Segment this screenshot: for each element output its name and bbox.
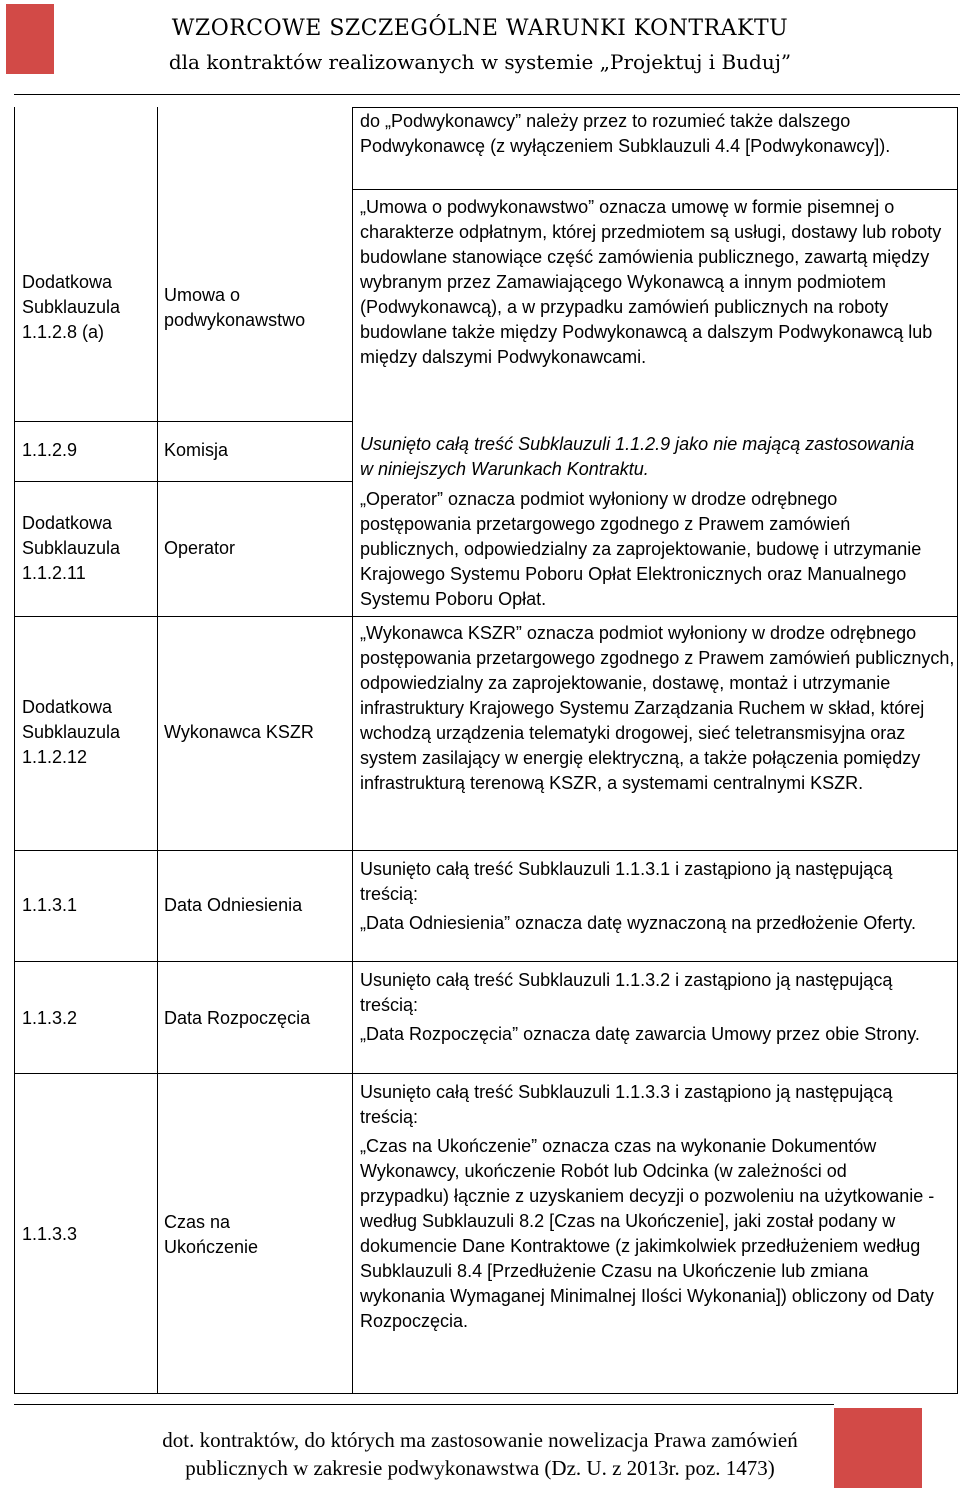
row-separator <box>352 1073 957 1074</box>
clause-number: 1.1.3.3 <box>22 1224 78 1244</box>
clause-number: Dodatkowa Subklauzula 1.1.2.12 <box>22 697 121 767</box>
clause-definition <box>360 487 950 612</box>
clause-text: do „Podwykonawcy” należy przez to rozumieć także dalszego Podwykonawcę (z wyłączeniem Subklauzuli 4.4 [Podwykonawcy]). <box>360 111 891 156</box>
clause-definition <box>360 968 950 1047</box>
row-separator <box>14 850 353 851</box>
clause-term: Umowa o podwykonawstwo <box>164 285 306 330</box>
column-divider-2 <box>352 107 353 1394</box>
clause-term: Operator <box>164 538 236 558</box>
clause-definition: Usunięto całą treść Subklauzuli 1.1.2.9 jako nie mającą zastosowania w niniejszych Warunkach Kontraktu. <box>360 434 915 479</box>
header-title: WZORCOWE SZCZEGÓLNE WARUNKI KONTRAKTU <box>171 16 789 41</box>
row-separator <box>14 481 353 482</box>
table-border-top <box>352 107 957 108</box>
clause-number: 1.1.3.2 <box>22 1008 78 1028</box>
column-divider-1 <box>157 107 158 1394</box>
clause-definition <box>360 857 950 936</box>
clause-term: Data Odniesienia <box>164 895 303 915</box>
row-separator <box>14 616 353 617</box>
table-border-right <box>957 107 958 1394</box>
row-separator <box>14 421 353 422</box>
table-border-left <box>14 107 15 1394</box>
clause-term: Data Rozpoczęcia <box>164 1008 311 1028</box>
row-separator <box>14 961 353 962</box>
row-separator <box>352 189 957 190</box>
row-separator <box>14 1073 353 1074</box>
footer-line-2: publicznych w zakresie podwykonawstwa (Dz. U. z 2013r. poz. 1473) <box>185 1456 775 1480</box>
clause-text: „Operator” oznacza podmiot wyłoniony w drodze odrębnego postępowania przetargowego zgodnego z Prawem zamówień publicznych, odpowiedzialny za zaprojektowanie, budowę i utrzymanie Krajowego Systemu Poboru Opłat Elektronicznych oraz Manualnego Systemu Poboru Opłat. <box>360 489 922 609</box>
clause-number: 1.1.2.9 <box>22 440 78 460</box>
clause-number: Dodatkowa Subklauzula 1.1.2.8 (a) <box>22 272 121 342</box>
clause-text: Usunięto całą treść Subklauzuli 1.1.3.3 i zastąpiono ją następującą treścią: <box>360 1082 893 1127</box>
header-rule <box>14 94 960 95</box>
table-border-bottom <box>14 1393 958 1394</box>
footer-rule <box>14 1404 834 1405</box>
clause-text: „Data Rozpoczęcia” oznacza datę zawarcia Umowy przez obie Strony. <box>360 1024 920 1044</box>
clause-text: „Czas na Ukończenie” oznacza czas na wykonanie Dokumentów Wykonawcy, ukończenie Robót lub Odcinka (w zależności od przypadku) łącznie z uzyskaniem decyzji o pozwoleniu na użytkowanie - według Subklauzuli 8.2 [Czas na Ukończenie], jaki został podany w dokumencie Dane Kontraktowe (z jakimkolwiek przedłużeniem według Subklauzuli 8.4 [Przedłużenie Czasu na Ukończenie lub zmiana wykonania Wymaganej Minimalnej Ilości Wykonania]) obliczony od Daty Rozpoczęcia. <box>360 1136 935 1331</box>
table-row <box>360 109 950 159</box>
clause-definition <box>360 621 956 796</box>
clause-term: Czas na Ukończenie <box>164 1212 259 1257</box>
row-separator <box>352 616 957 617</box>
clause-term: Komisja <box>164 440 229 460</box>
clause-text: „Wykonawca KSZR” oznacza podmiot wyłoniony w drodze odrębnego postępowania przetargowego zgodnego z Prawem zamówień publicznych, odpowiedzialny za zaprojektowanie, dostawę, montaż i utrzymanie infrastruktury Krajowego Systemu Zarządzania Ruchem w skład, której wchodzą urządzenia telematyki drogowej, sieć teletransmisyjna oraz system zasilający w energię elektryczną, a także połączenia pomiędzy infrastrukturą terenową KSZR, a systemami centralnymi KSZR. <box>360 623 955 793</box>
clause-definition <box>360 1080 940 1334</box>
clause-text: Usunięto całą treść Subklauzuli 1.1.3.2 i zastąpiono ją następującą treścią: <box>360 970 893 1015</box>
clause-number: Dodatkowa Subklauzula 1.1.2.11 <box>22 513 121 583</box>
row-separator <box>352 850 957 851</box>
header-subtitle: dla kontraktów realizowanych w systemie „Projektuj i Buduj” <box>168 50 792 74</box>
clause-definition <box>360 195 950 370</box>
clause-term: Wykonawca KSZR <box>164 722 314 742</box>
clause-text: „Data Odniesienia” oznacza datę wyznaczoną na przedłożenie Oferty. <box>360 913 916 933</box>
row-separator <box>352 961 957 962</box>
clause-text: „Umowa o podwykonawstwo” oznacza umowę w formie pisemnej o charakterze odpłatnym, której przedmiotem są usługi, dostawy lub roboty budowlane stanowiące część zamówienia publicznego, zawartą między wybranym przez Zamawiającego Wykonawcą a innym podmiotem (Podwykonawcą), a w przypadku zamówień publicznych na roboty budowlane także między Podwykonawcą a dalszym Podwykonawcą lub między dalszymi Podwykonawcami. <box>360 197 942 367</box>
footer-line-1: dot. kontraktów, do których ma zastosowanie nowelizacja Prawa zamówień <box>162 1428 798 1452</box>
clause-text: Usunięto całą treść Subklauzuli 1.1.3.1 i zastąpiono ją następującą treścią: <box>360 859 893 904</box>
clause-number: 1.1.3.1 <box>22 895 78 915</box>
